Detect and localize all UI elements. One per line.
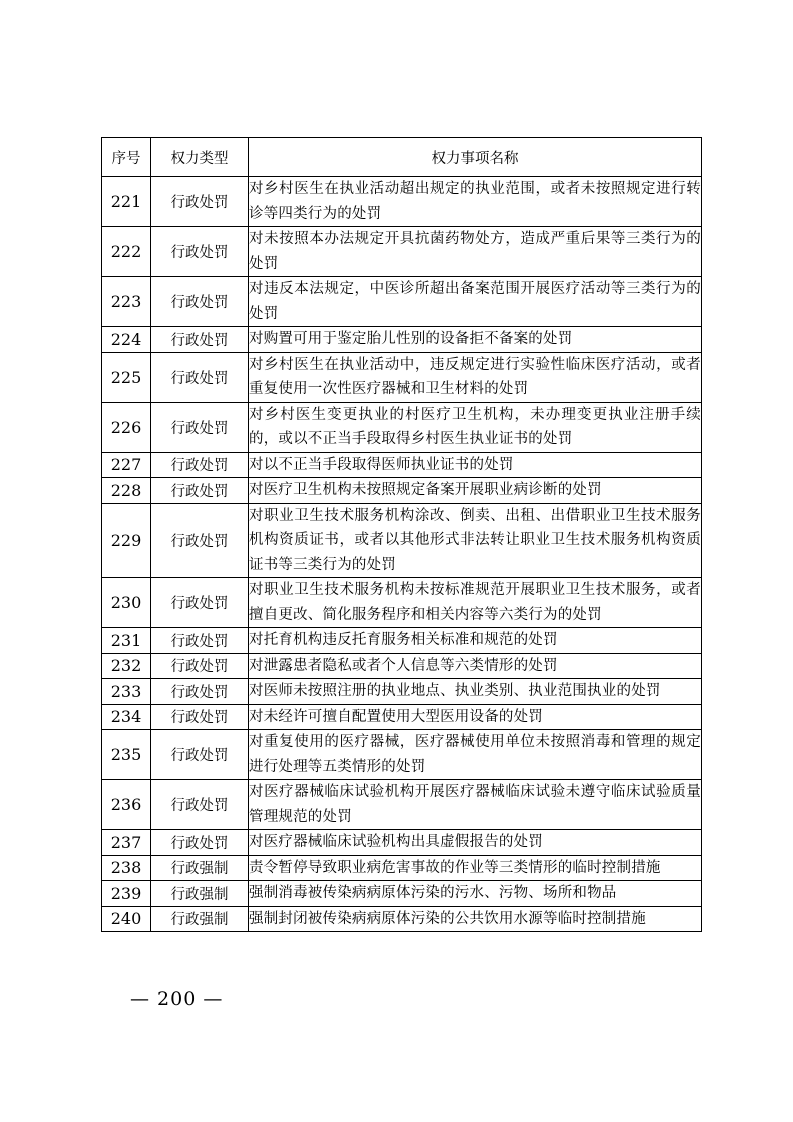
- table-row: [102, 730, 702, 780]
- table-row: [102, 679, 702, 705]
- table-row: [102, 628, 702, 654]
- row-name: 强制消毒被传染病病原体污染的污水、污物、场所和物品: [249, 881, 702, 907]
- row-index: 239: [102, 881, 151, 907]
- row-type: 行政处罚: [151, 327, 249, 353]
- row-type: 行政处罚: [151, 628, 249, 654]
- row-type: 行政处罚: [151, 704, 249, 730]
- row-type: 行政处罚: [151, 653, 249, 679]
- row-name: 对托育机构违反托育服务相关标准和规范的处罚: [249, 628, 702, 654]
- row-index: 225: [102, 352, 151, 402]
- row-name: 对违反本法规定，中医诊所超出备案范围开展医疗活动等三类行为的处罚: [249, 277, 702, 327]
- row-name: 对职业卫生技术服务机构未按标准规范开展职业卫生技术服务，或者擅自更改、简化服务程序和相关内容等六类行为的处罚: [249, 578, 702, 628]
- row-index: 237: [102, 830, 151, 856]
- table-row: [102, 881, 702, 907]
- row-name: 对购置可用于鉴定胎儿性别的设备拒不备案的处罚: [249, 327, 702, 353]
- table-row: [102, 704, 702, 730]
- table-row: [102, 855, 702, 881]
- row-type: 行政强制: [151, 881, 249, 907]
- row-index: 233: [102, 679, 151, 705]
- row-index: 223: [102, 277, 151, 327]
- row-type: 行政处罚: [151, 578, 249, 628]
- row-name: 对重复使用的医疗器械，医疗器械使用单位未按照消毒和管理的规定进行处理等五类情形的处罚: [249, 730, 702, 780]
- row-name: 对未按照本办法规定开具抗菌药物处方，造成严重后果等三类行为的处罚: [249, 227, 702, 277]
- table-row: [102, 227, 702, 277]
- row-index: 235: [102, 730, 151, 780]
- page-number: — 200 —: [130, 988, 224, 1010]
- row-index: 228: [102, 478, 151, 504]
- row-type: 行政处罚: [151, 277, 249, 327]
- row-name: 对泄露患者隐私或者个人信息等六类情形的处罚: [249, 653, 702, 679]
- row-index: 231: [102, 628, 151, 654]
- row-type: 行政处罚: [151, 478, 249, 504]
- table-row: [102, 352, 702, 402]
- row-index: 236: [102, 780, 151, 830]
- table-row: [102, 503, 702, 578]
- row-type: 行政处罚: [151, 730, 249, 780]
- table-row: [102, 478, 702, 504]
- table-row: [102, 177, 702, 227]
- row-name: 对医疗器械临床试验机构开展医疗器械临床试验未遵守临床试验质量管理规范的处罚: [249, 780, 702, 830]
- table-row: [102, 830, 702, 856]
- row-index: 232: [102, 653, 151, 679]
- header-type: 权力类型: [151, 138, 249, 177]
- row-type: 行政处罚: [151, 679, 249, 705]
- row-type: 行政处罚: [151, 227, 249, 277]
- table-row: [102, 578, 702, 628]
- table-row: [102, 327, 702, 353]
- table-row: [102, 780, 702, 830]
- power-items-table: [101, 137, 702, 932]
- row-type: 行政处罚: [151, 452, 249, 478]
- row-index: 229: [102, 503, 151, 578]
- row-index: 234: [102, 704, 151, 730]
- row-name: 对职业卫生技术服务机构涂改、倒卖、出租、出借职业卫生技术服务机构资质证书，或者以其他形式非法转让职业卫生技术服务机构资质证书等三类行为的处罚: [249, 503, 702, 578]
- row-name: 对未经许可擅自配置使用大型医用设备的处罚: [249, 704, 702, 730]
- row-name: 对乡村医生在执业活动超出规定的执业范围，或者未按照规定进行转诊等四类行为的处罚: [249, 177, 702, 227]
- row-type: 行政处罚: [151, 352, 249, 402]
- row-name: 对以不正当手段取得医师执业证书的处罚: [249, 452, 702, 478]
- table-row: [102, 402, 702, 452]
- row-type: 行政处罚: [151, 780, 249, 830]
- table-row: [102, 452, 702, 478]
- row-type: 行政强制: [151, 906, 249, 932]
- header-index: 序号: [102, 138, 151, 177]
- row-type: 行政处罚: [151, 177, 249, 227]
- table-row: [102, 653, 702, 679]
- row-type: 行政处罚: [151, 503, 249, 578]
- row-name: 对乡村医生变更执业的村医疗卫生机构，未办理变更执业注册手续的，或以不正当手段取得乡村医生执业证书的处罚: [249, 402, 702, 452]
- table-row: [102, 277, 702, 327]
- row-type: 行政处罚: [151, 402, 249, 452]
- header-name: 权力事项名称: [249, 138, 702, 177]
- row-name: 责令暂停导致职业病危害事故的作业等三类情形的临时控制措施: [249, 855, 702, 881]
- row-index: 227: [102, 452, 151, 478]
- row-name: 对医疗卫生机构未按照规定备案开展职业病诊断的处罚: [249, 478, 702, 504]
- row-index: 222: [102, 227, 151, 277]
- row-index: 240: [102, 906, 151, 932]
- row-index: 230: [102, 578, 151, 628]
- row-name: 对医师未按照注册的执业地点、执业类别、执业范围执业的处罚: [249, 679, 702, 705]
- row-name: 强制封闭被传染病病原体污染的公共饮用水源等临时控制措施: [249, 906, 702, 932]
- table-row: [102, 906, 702, 932]
- row-index: 224: [102, 327, 151, 353]
- row-index: 221: [102, 177, 151, 227]
- row-name: 对医疗器械临床试验机构出具虚假报告的处罚: [249, 830, 702, 856]
- row-index: 226: [102, 402, 151, 452]
- table-header-row: [102, 138, 702, 177]
- row-index: 238: [102, 855, 151, 881]
- row-type: 行政处罚: [151, 830, 249, 856]
- row-name: 对乡村医生在执业活动中，违反规定进行实验性临床医疗活动，或者重复使用一次性医疗器械和卫生材料的处罚: [249, 352, 702, 402]
- row-type: 行政强制: [151, 855, 249, 881]
